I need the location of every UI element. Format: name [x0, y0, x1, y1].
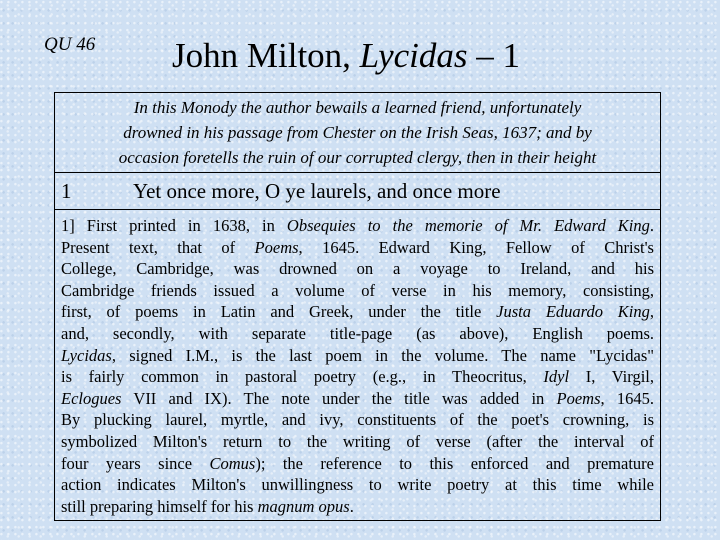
note-italic-text: Obsequies to the memorie of Mr. Edward King	[286, 216, 650, 235]
note-text: I, Virgil,	[569, 367, 654, 387]
title-prefix: John Milton,	[172, 36, 360, 75]
note-line	[61, 301, 654, 323]
intro-headnote	[55, 95, 660, 170]
divider-top	[55, 172, 660, 173]
note-line	[61, 258, 654, 280]
slide-id: QU 46	[44, 34, 96, 55]
note-line	[61, 237, 654, 259]
title-work: Lycidas	[359, 36, 468, 75]
note-line	[61, 388, 654, 410]
title-suffix: – 1	[467, 36, 521, 75]
note-text: four years since	[61, 453, 210, 473]
note-italic-text: Idyl	[543, 367, 570, 387]
divider-bottom	[55, 209, 660, 210]
intro-line: drowned in his passage from Chester on the Irish Seas, 1637; and by	[123, 123, 592, 142]
intro-line: occasion foretells the ruin of our corrupted clergy, then in their height	[118, 148, 597, 167]
note-text: symbolized Milton's return to the writing of verse (after the interval of	[61, 431, 654, 451]
note-text: still preparing himself for his	[61, 496, 258, 516]
note-italic-text: Comus	[209, 453, 256, 473]
text-panel	[54, 92, 661, 521]
note-text: ,	[649, 302, 655, 322]
note-text: , 1645.	[600, 388, 654, 408]
note-text: 1] First printed in 1638, in	[61, 216, 287, 235]
note-text: .	[649, 216, 654, 235]
note-line	[61, 431, 654, 453]
note-italic-text: Justa Eduardo King	[496, 302, 650, 322]
note-line	[61, 496, 654, 518]
note-text: ); the reference to this enforced and premature	[255, 453, 654, 473]
note-line	[61, 474, 654, 496]
note-line	[61, 409, 654, 431]
note-italic-text: Eclogues	[61, 388, 122, 408]
note-text: Cambridge friends issued a volume of verse in his memory, consisting,	[61, 280, 654, 300]
note-text: .	[349, 496, 354, 516]
note-text: first, of poems in Latin and Greek, under the title	[61, 302, 497, 322]
note-italic-text: Lycidas	[61, 345, 112, 365]
note-text: , signed I.M., is the last poem in the volume. The name "Lycidas"	[111, 345, 654, 365]
note-italic-text: Poems	[556, 388, 601, 408]
note-text: By plucking laurel, myrtle, and ivy, constituents of the poet's crowning, is	[61, 410, 654, 430]
note-italic-text: Poems	[254, 237, 299, 257]
note-text: , 1645. Edward King, Fellow of Christ's	[298, 237, 654, 257]
note-text: and, secondly, with separate title-page (as above), English poems.	[61, 323, 654, 343]
note-line	[61, 215, 654, 237]
note-text: is fairly common in pastoral poetry (e.g., in Theocritus,	[61, 367, 544, 387]
note-line	[61, 453, 654, 475]
note-text: Present text, that of	[61, 237, 255, 257]
note-text: action indicates Milton's unwillingness to write poetry at this time while	[61, 475, 654, 495]
verse-line-number: 1	[61, 179, 72, 203]
page-title	[172, 36, 520, 76]
note-line	[61, 323, 654, 345]
note-line	[61, 280, 654, 302]
intro-line: In this Monody the author bewails a learned friend, unfortunately	[133, 98, 582, 117]
verse-line: Yet once more, O ye laurels, and once more	[133, 179, 501, 203]
annotation-note	[61, 215, 654, 517]
note-text: VII and IX). The note under the title was added in	[121, 388, 557, 408]
note-italic-text: magnum opus	[257, 496, 350, 516]
note-line	[61, 366, 654, 388]
note-line	[61, 345, 654, 367]
note-text: College, Cambridge, was drowned on a voyage to Ireland, and his	[61, 259, 654, 279]
